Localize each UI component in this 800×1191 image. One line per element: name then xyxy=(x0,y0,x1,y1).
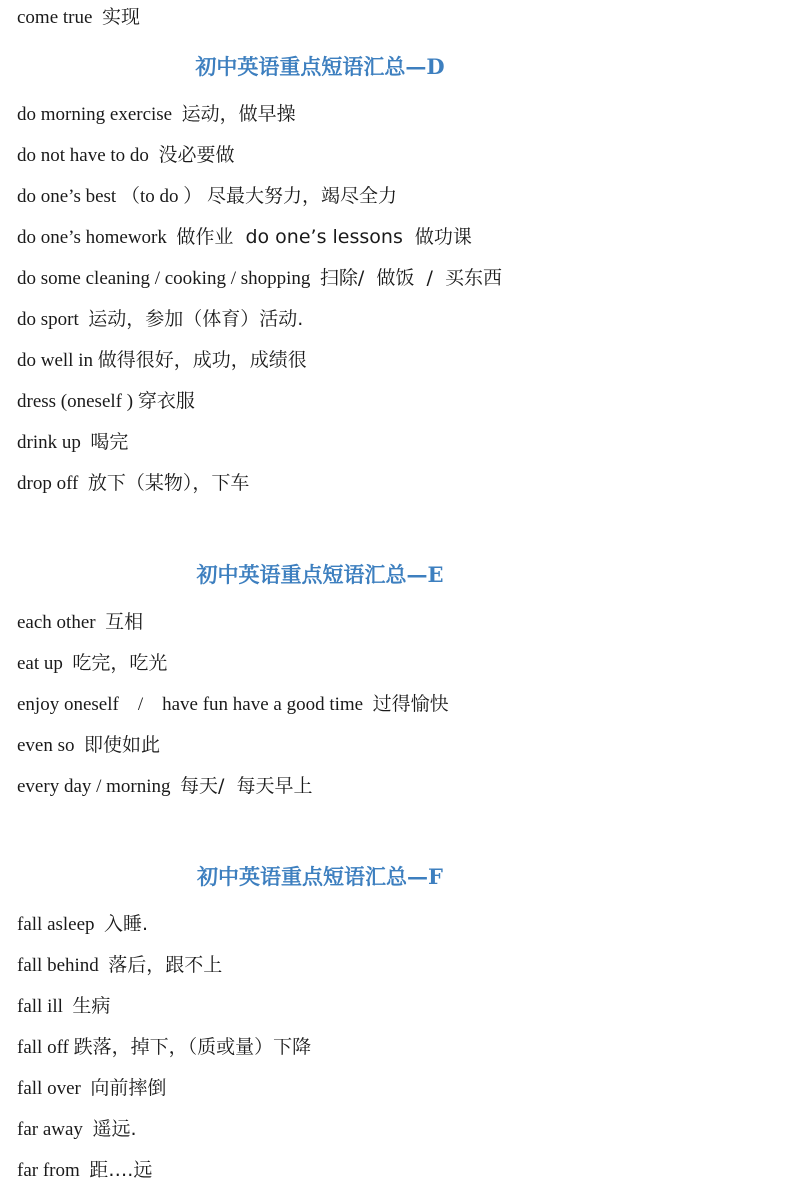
phrase-en: do one’s homework xyxy=(17,227,167,248)
list-item xyxy=(17,307,303,332)
phrase-en: far from xyxy=(17,1160,80,1181)
phrase-zh: 没必要做 xyxy=(158,144,235,166)
phrase-en: do one’s best （to do ） xyxy=(17,186,203,207)
list-item xyxy=(17,953,222,978)
phrase-zh: 互相 xyxy=(105,611,144,633)
phrase-zh: 做得很好，成功，成绩很 xyxy=(97,349,307,371)
list-item xyxy=(17,266,502,291)
phrase-zh: 尽最大努力，竭尽全力 xyxy=(207,185,398,207)
list-item xyxy=(17,1076,166,1101)
section-heading-d: 初中英语重点短语汇总—D xyxy=(195,54,445,79)
phrase-zh: 每天/ 每天早上 xyxy=(180,775,313,797)
phrase-zh: 遥远. xyxy=(92,1118,137,1140)
phrase-en: eat up xyxy=(17,653,63,674)
phrase-en: do well in xyxy=(17,350,93,371)
phrase-en: fall ill xyxy=(17,996,63,1017)
list-item xyxy=(17,994,110,1019)
phrase-en: fall asleep xyxy=(17,914,95,935)
phrase-zh: 吃完，吃光 xyxy=(72,652,168,674)
phrase-en: far away xyxy=(17,1119,83,1140)
phrase-zh: 运动，做早操 xyxy=(181,103,296,125)
list-item xyxy=(17,143,234,168)
phrase-zh: 跌落，掉下，（质或量）下降 xyxy=(73,1036,312,1058)
phrase-en: do morning exercise xyxy=(17,104,173,125)
phrase-en: fall over xyxy=(17,1078,81,1099)
list-item xyxy=(17,912,148,937)
phrase-en: come true xyxy=(17,7,93,28)
list-item xyxy=(17,774,313,799)
list-item xyxy=(17,430,128,455)
section-heading-e: 初中英语重点短语汇总—E xyxy=(196,562,444,587)
phrase-zh: 即使如此 xyxy=(84,734,161,756)
phrase-zh: 过得愉快 xyxy=(372,693,449,715)
section-heading-f: 初中英语重点短语汇总—F xyxy=(197,864,443,889)
phrase-zh: 向前摔倒 xyxy=(90,1077,167,1099)
phrase-en: do some cleaning / cooking / shopping xyxy=(17,268,311,289)
list-item xyxy=(17,692,449,717)
phrase-zh: 扫除/ 做饭 / 买东西 xyxy=(319,267,502,289)
phrase-zh: 落后，跟不上 xyxy=(108,954,223,976)
list-item xyxy=(17,1158,152,1183)
list-item xyxy=(17,610,143,635)
list-item xyxy=(17,733,160,758)
phrase-en: dress (oneself ) xyxy=(17,391,134,412)
phrase-zh: 放下（某物），下车 xyxy=(87,472,250,494)
phrase-en: enjoy oneself / have fun have a good time xyxy=(17,694,364,715)
phrase-zh: 喝完 xyxy=(90,431,129,453)
list-item xyxy=(17,102,296,127)
list-item xyxy=(17,389,195,414)
phrase-en: drop off xyxy=(17,473,79,494)
phrase-en: do sport xyxy=(17,309,79,330)
phrase-en: do not have to do xyxy=(17,145,149,166)
phrase-zh: 生病 xyxy=(72,995,111,1017)
list-item xyxy=(17,348,307,373)
phrase-en: even so xyxy=(17,735,75,756)
list-item xyxy=(17,471,249,496)
phrase-zh: 入睡. xyxy=(104,913,149,935)
phrase-en: fall behind xyxy=(17,955,99,976)
phrase-zh: 运动，参加（体育）活动. xyxy=(88,308,304,330)
list-item xyxy=(17,184,397,209)
phrase-en: drink up xyxy=(17,432,81,453)
phrase-zh: 距….远 xyxy=(89,1159,153,1181)
phrase-en: each other xyxy=(17,612,96,633)
list-item xyxy=(17,5,140,30)
list-item xyxy=(17,225,472,250)
phrase-en: fall off xyxy=(17,1037,69,1058)
phrase-en: every day / morning xyxy=(17,776,171,797)
list-item xyxy=(17,1117,136,1142)
phrase-zh: 做作业 do one’s lessons 做功课 xyxy=(176,226,472,248)
phrase-zh: 穿衣服 xyxy=(137,390,195,412)
phrase-zh: 实现 xyxy=(101,6,140,28)
list-item xyxy=(17,1035,311,1060)
list-item xyxy=(17,651,167,676)
